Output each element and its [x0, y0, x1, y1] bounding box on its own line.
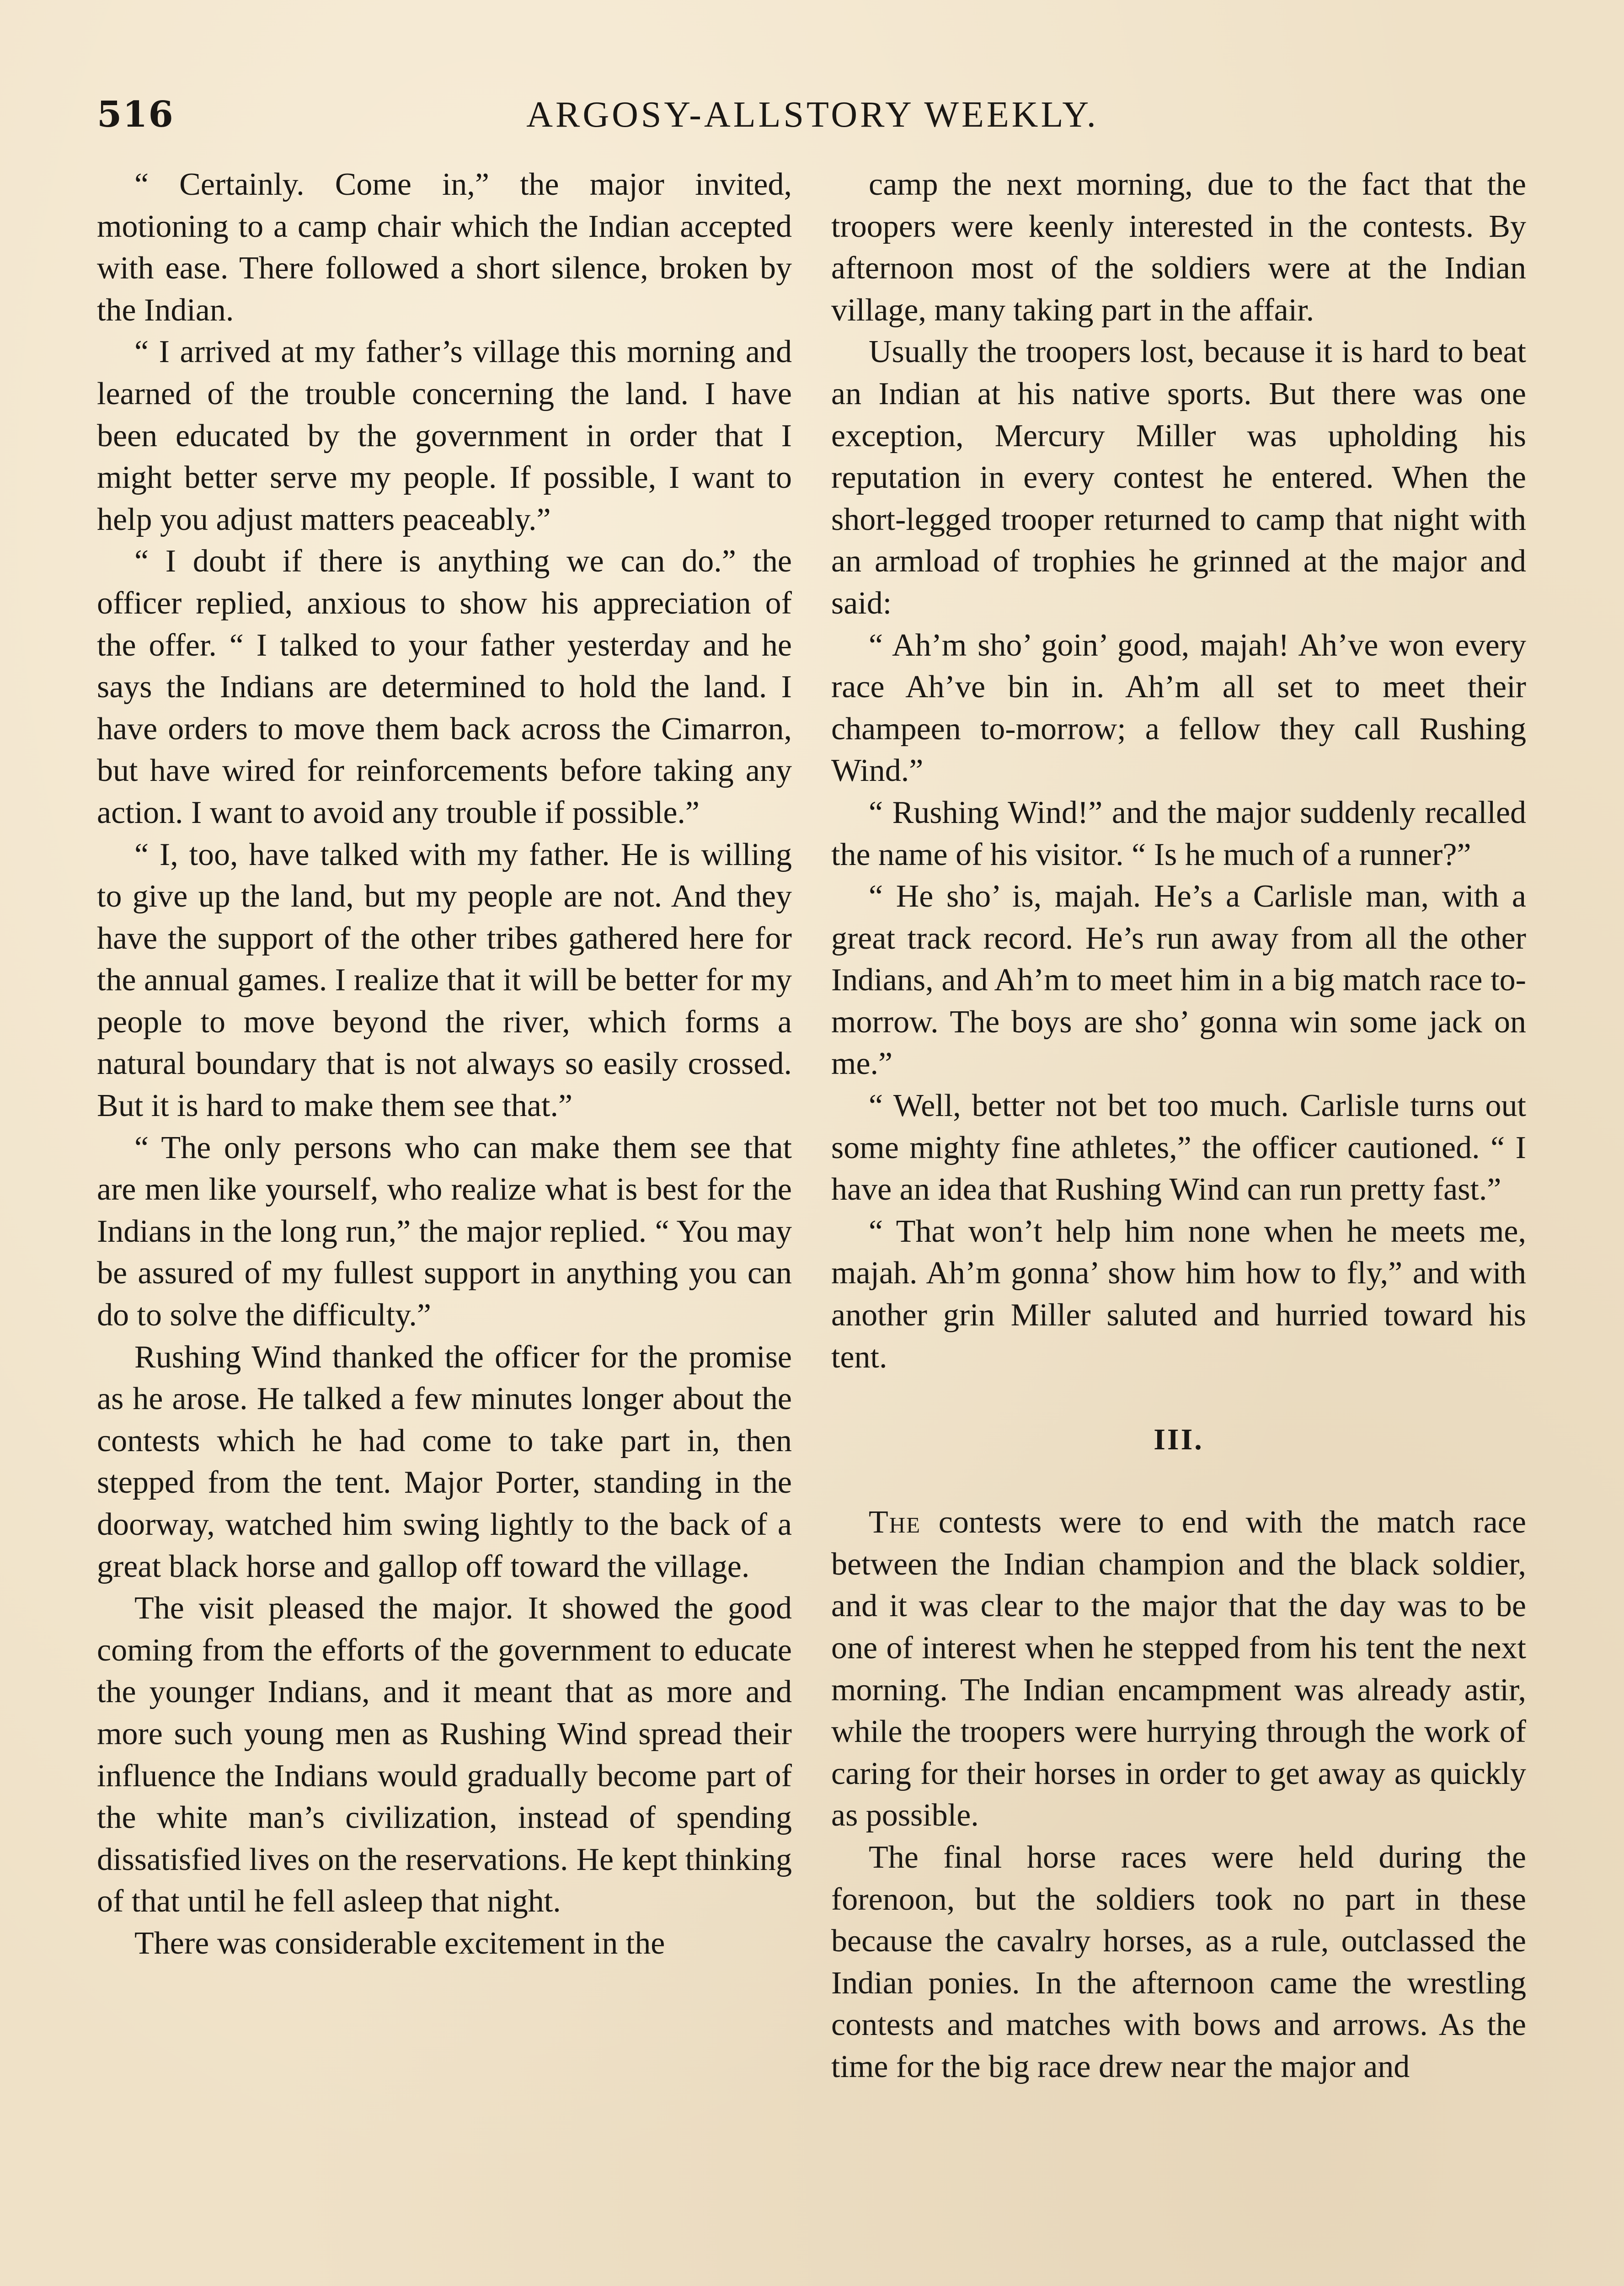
section-heading: III.	[1154, 1423, 1204, 1457]
section-lead-word: The	[869, 1505, 921, 1540]
section-first-paragraph	[831, 1501, 1526, 1837]
paragraph: There was considerable excitement in the	[134, 1925, 665, 1961]
paragraph: “ I, too, have talked with my father. He is willing to give up the land, but my people are not. And they have the support of the other tribes gathered here for the annual games. I realize that it will be better for my people to move beyond the river, which forms a natural boundary that is not always so easily crossed. But it is hard to make them see that.”	[97, 837, 792, 1124]
left-column	[97, 164, 792, 1965]
paragraph: “ The only persons who can make them see that are men like yourself, who realize what is best for the Indians in the long run,” the major replied. “ You may be assured of my fullest support in anything you can do to solve the difficulty.”	[97, 1130, 792, 1333]
paragraph: camp the next morning, due to the fact that the troopers were keenly interested in the contests. By afternoon most of the soldiers were at the Indian village, many taking part in the affair.	[831, 167, 1526, 328]
paragraph: “ Rushing Wind!” and the major suddenly recalled the name of his visitor. “ Is he much of a runner?”	[831, 795, 1526, 872]
paragraph: “ Ah’m sho’ goin’ good, majah! Ah’ve won every race Ah’ve bin in. Ah’m all set to meet their champeen to-morrow; a fellow they call Rushing Wind.”	[831, 627, 1526, 789]
paragraph: “ He sho’ is, majah. He’s a Carlisle man, with a great track record. He’s run away from all the other Indians, and Ah’m to meet him in a big match race to-morrow. The boys are sho’ gonna win some jack on me.”	[831, 879, 1526, 1082]
page-number: 516	[97, 94, 174, 135]
paragraph: The final horse races were held during the forenoon, but the soldiers took no part in these because the cavalry horses, as a rule, outclassed the Indian ponies. In the afternoon came the wrestling contests and matches with bows and arrows. As the time for the big race drew near the major and	[831, 1839, 1526, 2084]
paragraph: The visit pleased the major. It showed the good coming from the efforts of the government to educate the younger Indians, and it meant that as more and more such young men as Rushing Wind spread their influence the Indians would gradually become part of the white man’s civilization, instead of spending dissatisfied lives on the reservations. He kept thinking of that until he fell asleep that night.	[97, 1591, 792, 1919]
page-header	[97, 90, 1528, 140]
paragraph: “ I arrived at my father’s village this morning and learned of the trouble concerning the land. I have been educated by the government in order that I might better serve my people. If possible, I want to help you adjust matters peaceably.”	[97, 334, 792, 537]
paragraph: “ I doubt if there is anything we can do.” the officer replied, anxious to show his appreciation of the offer. “ I talked to your father yesterday and he says the Indians are determined to hold the land. I have orders to move them back across the Cimarron, but have wired for reinforcements before taking any action. I want to avoid any trouble if possible.”	[97, 544, 792, 830]
paragraph: “ That won’t help him none when he meets me, majah. Ah’m gonna’ show him how to fly,” and with another grin Miller saluted and hurried toward his tent.	[831, 1213, 1526, 1375]
paragraph: “ Certainly. Come in,” the major invited, motioning to a camp chair which the Indian accepted with ease. There followed a short silence, broken by the Indian.	[97, 167, 792, 328]
running-title: ARGOSY-ALLSTORY WEEKLY.	[526, 95, 1099, 135]
section-first-paragraph-text: contests were to end with the match race between the Indian champion and the black soldier, and it was clear to the major that the day was to be one of interest when he stepped from his tent the next morning. The Indian encampment was already astir, while the troopers were hurrying through the work of caring for their horses in order to get away as quickly as possible.	[831, 1505, 1526, 1833]
paragraph: Rushing Wind thanked the officer for the promise as he arose. He talked a few minutes longer about the contests which he had come to take part in, then stepped from the tent. Major Porter, standing in the doorway, watched him swing lightly to the back of a great black horse and gallop off toward the village.	[97, 1339, 792, 1584]
right-column	[831, 164, 1526, 2088]
paragraph: “ Well, better not bet too much. Carlisle turns out some mighty fine athletes,” the officer cautioned. “ I have an idea that Rushing Wind can run pretty fast.”	[831, 1088, 1526, 1207]
paragraph: Usually the troopers lost, because it is hard to beat an Indian at his native sports. But there was one exception, Mercury Miller was upholding his reputation in every contest he entered. When the short-legged trooper returned to camp that night with an armload of trophies he grinned at the major and said:	[831, 334, 1526, 621]
